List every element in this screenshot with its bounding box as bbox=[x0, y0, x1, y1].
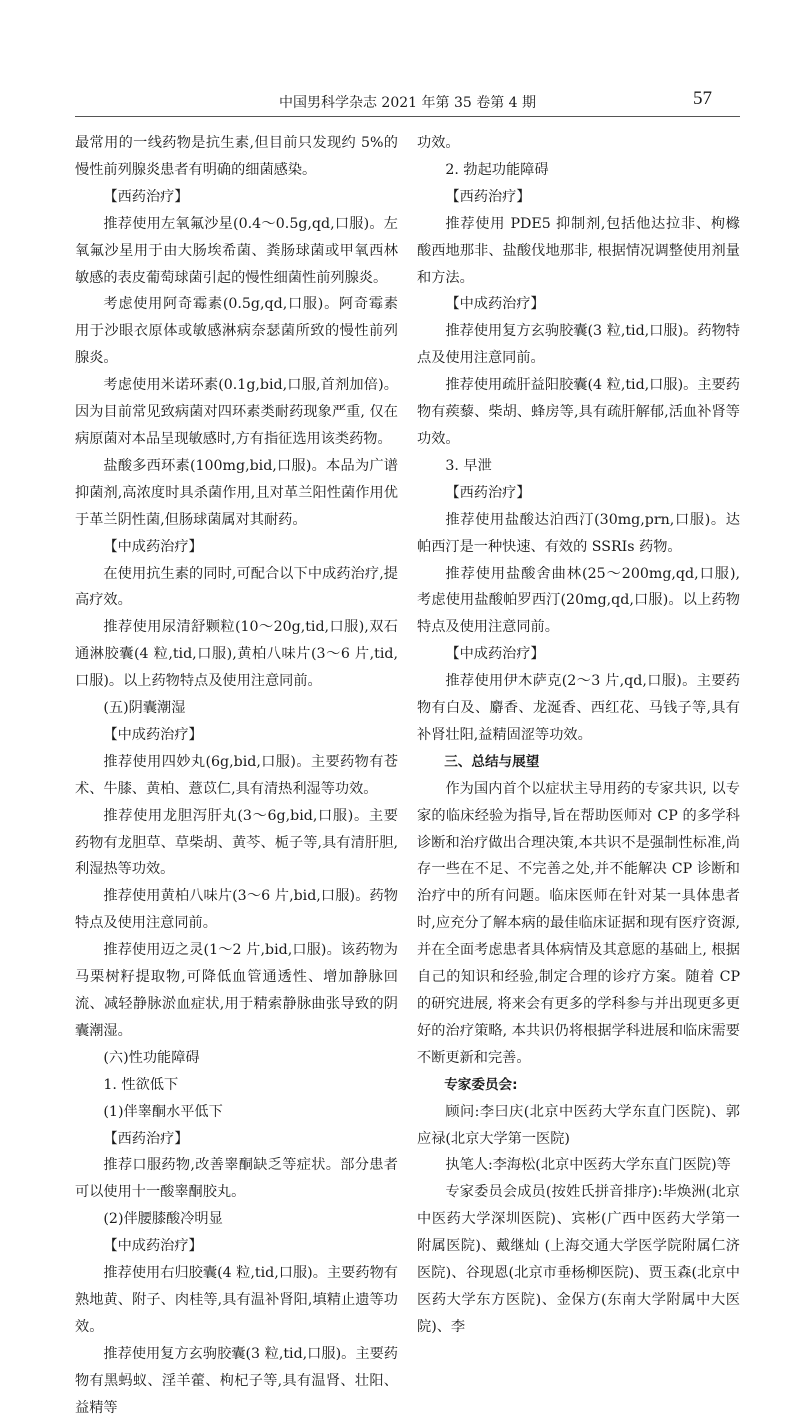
paragraph: 推荐使用复方玄驹胶囊(3 粒,tid,口服)。药物特点及使用注意同前。 bbox=[417, 323, 740, 367]
left-column bbox=[75, 130, 398, 1422]
paragraph: 考虑使用阿奇霉素(0.5g,qd,口服)。阿奇霉素用于沙眼衣原体或敏感淋病奈瑟菌所致的慢性前列腺炎。 bbox=[75, 296, 398, 367]
paragraph: 顾问:李曰庆(北京中医药大学东直门医院)、郭应禄(北京大学第一医院) bbox=[417, 1103, 740, 1147]
section-heading: 三、总结与展望 bbox=[444, 753, 540, 770]
paragraph: 推荐使用右归胶囊(4 粒,tid,口服)。主要药物有熟地黄、附子、肉桂等,具有温补肾阳,填精止遗等功效。 bbox=[75, 1265, 398, 1335]
paragraph: 【西药治疗】 bbox=[445, 188, 531, 205]
paragraph: 1. 性欲低下 bbox=[103, 1076, 179, 1093]
paragraph: 3. 早泄 bbox=[445, 457, 492, 474]
paragraph: 【中成药治疗】 bbox=[445, 646, 545, 663]
paragraph: (2)伴腰膝酸冷明显 bbox=[103, 1211, 223, 1228]
paragraph: 推荐使用四妙丸(6g,bid,口服)。主要药物有苍术、牛膝、黄柏、薏苡仁,具有清热利湿等功效。 bbox=[75, 753, 398, 797]
paragraph: 推荐使用黄柏八味片(3～6 片,bid,口服)。药物特点及使用注意同前。 bbox=[75, 888, 398, 932]
paragraph: 执笔人:李海松(北京中医药大学东直门医院)等 bbox=[445, 1157, 731, 1174]
paragraph: 专家委员会成员(按姓氏拼音排序):毕焕洲(北京中医药大学深圳医院)、宾彬(广西中医药大学第一附属医院)、戴继灿 (上海交通大学医学院附属仁济医院)、谷现恩(北京市垂杨柳医院)、贾玉森(北京中医药大学东方医院)、金保方(东南大学附属中大医院)、李 bbox=[417, 1184, 740, 1335]
paragraph: 【西药治疗】 bbox=[103, 1130, 189, 1147]
journal-title: 中国男科学杂志 2021 年第 35 卷第 4 期 bbox=[278, 95, 537, 111]
paragraph: 【西药治疗】 bbox=[445, 484, 531, 501]
paragraph: 推荐使用迈之灵(1～2 片,bid,口服)。该药物为马栗树籽提取物,可降低血管通透性、增加静脉回流、减轻静脉淤血症状,用于精索静脉曲张导致的阴囊潮湿。 bbox=[75, 942, 398, 1039]
paragraph: 【中成药治疗】 bbox=[445, 296, 545, 313]
paragraph: 推荐使用疏肝益阳胶囊(4 粒,tid,口服)。主要药物有蒺藜、柴胡、蜂房等,具有疏肝解郁,活血补肾等功效。 bbox=[417, 377, 740, 447]
paragraph: (六)性功能障碍 bbox=[103, 1049, 200, 1066]
paragraph: 推荐使用龙胆泻肝丸(3～6g,bid,口服)。主要药物有龙胆草、草柴胡、黄芩、栀子等,具有清肝胆,利湿热等功效。 bbox=[75, 807, 398, 878]
section-heading: 专家委员会: bbox=[444, 1076, 518, 1093]
paragraph: 推荐使用复方玄驹胶囊(3 粒,tid,口服)。主要药物有黑蚂蚁、淫羊藿、枸杞子等,具有温肾、壮阳、益精等 bbox=[75, 1345, 398, 1416]
paragraph: 推荐使用左氧氟沙星(0.4～0.5g,qd,口服)。左氧氟沙星用于由大肠埃希菌、粪肠球菌或甲氧西林敏感的表皮葡萄球菌引起的慢性细菌性前列腺炎。 bbox=[75, 215, 398, 286]
paragraph: 推荐口服药物,改善睾酮缺乏等症状。部分患者可以使用十一酸睾酮胶丸。 bbox=[75, 1157, 398, 1201]
paragraph: 推荐使用盐酸舍曲林(25～200mg,qd,口服),考虑使用盐酸帕罗西汀(20mg,qd,口服)。以上药物特点及使用注意同前。 bbox=[417, 565, 740, 636]
paragraph: 功效。 bbox=[417, 135, 460, 151]
paragraph: 在使用抗生素的同时,可配合以下中成药治疗,提高疗效。 bbox=[75, 565, 398, 609]
paragraph: 最常用的一线药物是抗生素,但目前只发现约 5%的慢性前列腺炎患者有明确的细菌感染。 bbox=[75, 135, 398, 178]
paragraph: 推荐使用伊木萨克(2～3 片,qd,口服)。主要药物有白及、麝香、龙涎香、西红花、马钱子等,具有补肾壮阳,益精固涩等功效。 bbox=[417, 673, 740, 743]
paragraph: 【西药治疗】 bbox=[103, 188, 189, 205]
running-header bbox=[75, 90, 740, 117]
paragraph: 考虑使用米诺环素(0.1g,bid,口服,首剂加倍)。因为目前常见致病菌对四环素类耐药现象严重, 仅在病原菌对本品呈现敏感时,方有指征选用该类药物。 bbox=[75, 377, 398, 447]
paragraph: 盐酸多西环素(100mg,bid,口服)。本品为广谱抑菌剂,高浓度时具杀菌作用,且对革兰阳性菌作用优于革兰阴性菌,但肠球菌属对其耐药。 bbox=[75, 457, 398, 528]
paragraph: 作为国内首个以症状主导用药的专家共识, 以专家的临床经验为指导,旨在帮助医师对 CP 的多学科诊断和治疗做出合理决策,本共识不是强制性标准,尚存一些在不足、不完善之处,并不能解决 CP 诊断和治疗中的所有问题。临床医师在针对某一具体患者时,应充分了解本病的最佳临床证据和现有医疗资源, 并在全面考虑患者具体病情及其意愿的基础上, 根据自己的知识和经验,制定合理的诊疗方案。随着 CP 的研究进展, 将来会有更多的学科参与并出现更多更好的治疗策略, 本共识仍将根据学科进展和临床需要不断更新和完善。 bbox=[417, 780, 740, 1066]
paragraph: 2. 勃起功能障碍 bbox=[445, 161, 549, 178]
paragraph: (五)阴囊潮湿 bbox=[103, 700, 186, 717]
paragraph: 推荐使用盐酸达泊西汀(30mg,prn,口服)。达帕西汀是一种快速、有效的 SSRIs 药物。 bbox=[417, 511, 740, 555]
paragraph: 【中成药治疗】 bbox=[103, 726, 203, 743]
paragraph: (1)伴睾酮水平低下 bbox=[103, 1103, 223, 1120]
paragraph: 推荐使用尿清舒颗粒(10～20g,tid,口服),双石通淋胶囊(4 粒,tid,口服),黄柏八味片(3～6 片,tid,口服)。以上药物特点及使用注意同前。 bbox=[75, 619, 398, 690]
paragraph: 推荐使用 PDE5 抑制剂,包括他达拉非、枸橼酸西地那非、盐酸伐地那非, 根据情况调整使用剂量和方法。 bbox=[417, 215, 740, 286]
paragraph: 【中成药治疗】 bbox=[103, 538, 203, 555]
page-number: 57 bbox=[693, 88, 712, 109]
right-column bbox=[417, 130, 740, 1341]
paragraph: 【中成药治疗】 bbox=[103, 1238, 203, 1255]
